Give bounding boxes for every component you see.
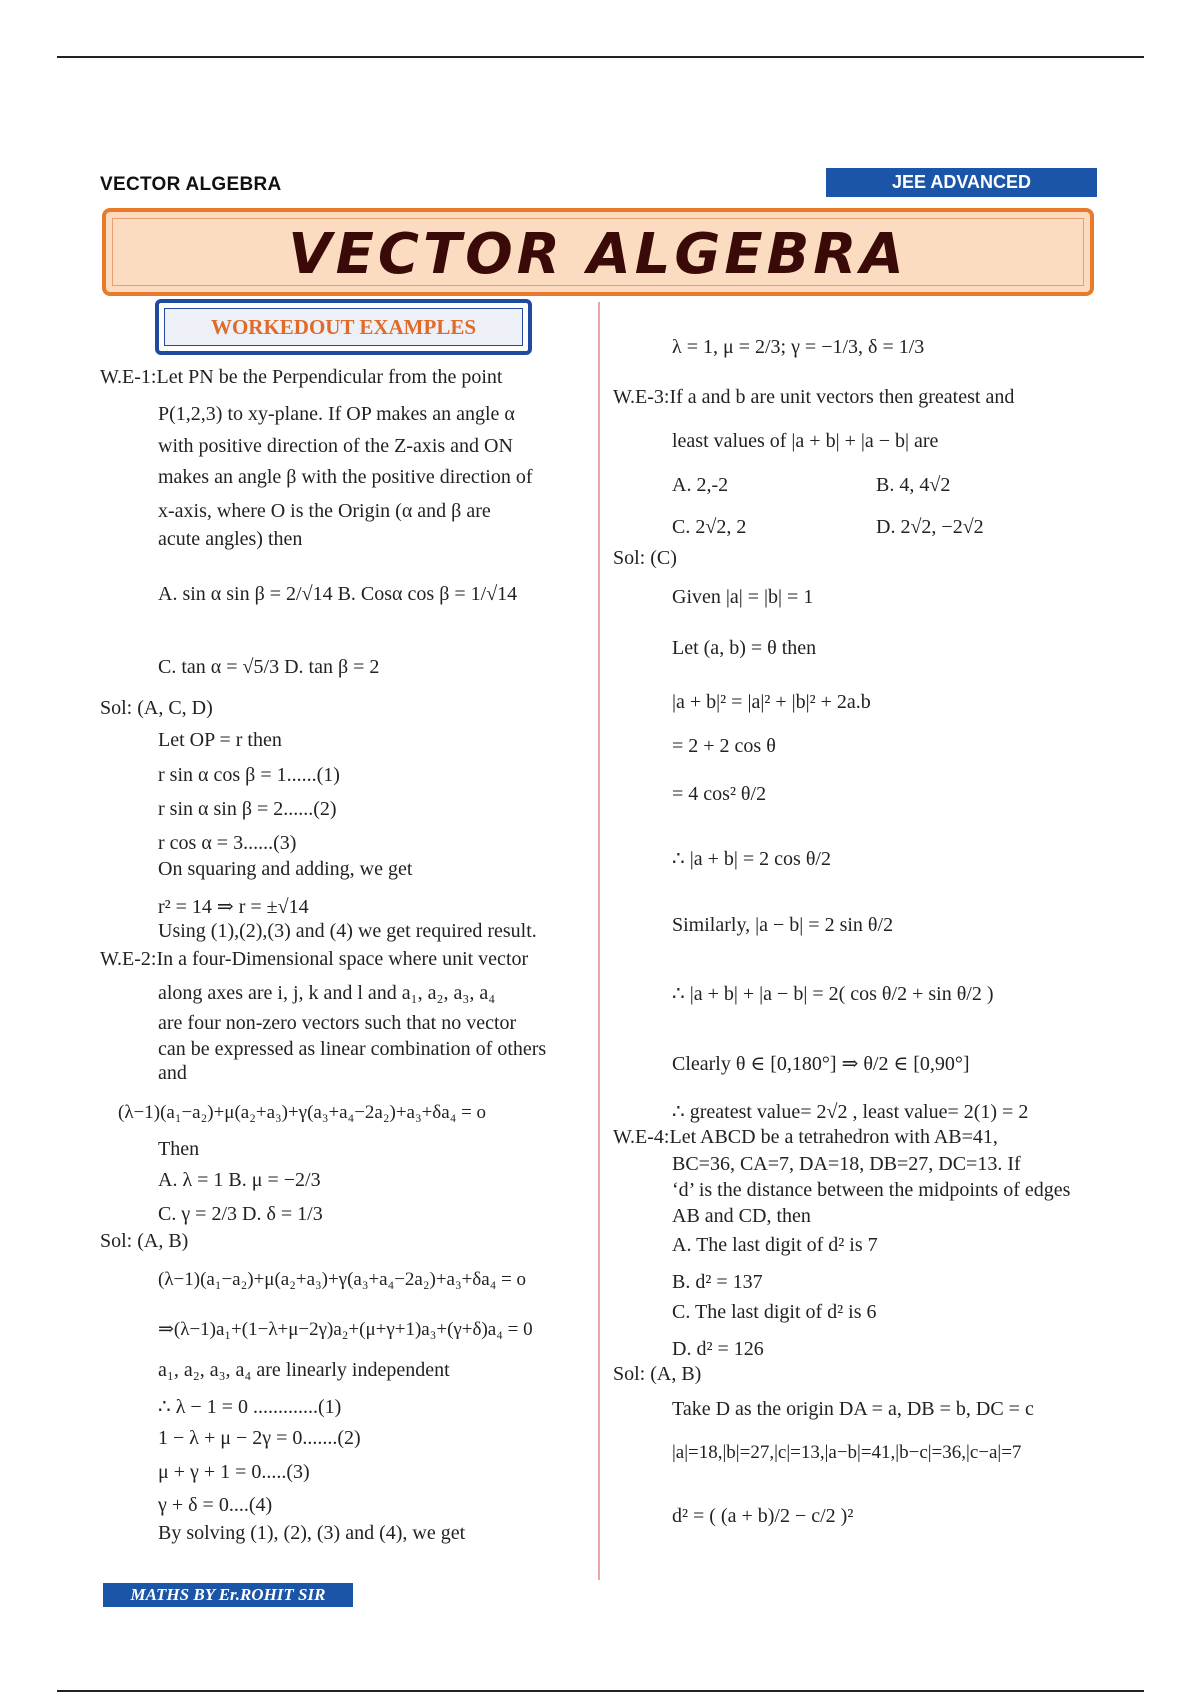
page-title: VECTOR ALGEBRA — [288, 222, 908, 287]
equation-line: (λ−1)(a₁−a₂)+μ(a₂+a₃)+γ(a₃+a₄−2a₂)+a₃+δa₄ = o — [158, 1269, 527, 1290]
equation-line: γ + δ = 0....(4) — [158, 1494, 273, 1516]
section-title: WORKEDOUT EXAMPLES — [164, 308, 523, 346]
text-line: x-axis, where O is the Origin (α and β are — [158, 500, 491, 522]
text-line: acute angles) then — [158, 528, 303, 550]
equation-line: ∴ |a + b| = 2 cos θ/2 — [672, 848, 831, 870]
text-line: with positive direction of the Z-axis and ON — [158, 435, 513, 457]
running-header: VECTOR ALGEBRA — [100, 174, 282, 195]
option-line: C. tan α = √5/3 D. tan β = 2 — [158, 656, 380, 678]
text-line: can be expressed as linear combination of others — [158, 1038, 547, 1060]
text-line: and — [158, 1062, 187, 1084]
text-line: are four non-zero vectors such that no vector — [158, 1012, 517, 1034]
title-banner — [102, 208, 1094, 296]
text-line: ∴ greatest value= 2√2 , least value= 2(1) = 2 — [672, 1101, 1029, 1123]
text-line: makes an angle β with the positive direction of — [158, 466, 533, 488]
footer-badge: MATHS BY Er.ROHIT SIR — [103, 1583, 353, 1607]
option-line: A. sin α sin β = 2/√14 B. Cosα cos β = 1/√14 — [158, 583, 518, 605]
option-line: D. 2√2, −2√2 — [876, 516, 984, 538]
text-line: along axes are i, j, k and l and a₁, a₂, a₃, a₄ — [158, 982, 496, 1004]
text-line: Using (1),(2),(3) and (4) we get required result. — [158, 920, 537, 942]
text-line: W.E-4:Let ABCD be a tetrahedron with AB=41, — [613, 1126, 998, 1148]
solution-label: Sol: (A, B) — [100, 1230, 189, 1252]
text-line: ‘d’ is the distance between the midpoints of edges — [672, 1179, 1071, 1201]
solution-label: Sol: (C) — [613, 547, 677, 569]
equation-line: |a + b|² = |a|² + |b|² + 2a.b — [672, 691, 871, 713]
equation-line: ∴ |a + b| + |a − b| = 2( cos θ/2 + sin θ/2 ) — [672, 983, 994, 1005]
column-divider — [598, 302, 600, 1580]
equation-line: μ + γ + 1 = 0.....(3) — [158, 1461, 310, 1483]
equation-line: r cos α = 3......(3) — [158, 832, 297, 854]
equation-line: 1 − λ + μ − 2γ = 0.......(2) — [158, 1427, 361, 1449]
text-line: a₁, a₂, a₃, a₄ are linearly independent — [158, 1359, 450, 1381]
top-rule — [57, 56, 1144, 58]
jee-advanced-badge: JEE ADVANCED — [826, 168, 1097, 197]
option-line: C. The last digit of d² is 6 — [672, 1301, 877, 1323]
option-line: A. 2,-2 — [672, 474, 729, 496]
solution-label: Sol: (A, B) — [613, 1363, 702, 1385]
bottom-rule — [57, 1690, 1144, 1692]
equation-line: = 2 + 2 cos θ — [672, 735, 776, 757]
equation-line: Clearly θ ∈ [0,180°] ⇒ θ/2 ∈ [0,90°] — [672, 1053, 970, 1075]
equation-line: λ = 1, μ = 2/3; γ = −1/3, δ = 1/3 — [672, 336, 925, 358]
option-line: A. The last digit of d² is 7 — [672, 1234, 878, 1256]
equation-line: d² = ( (a + b)/2 − c/2 )² — [672, 1505, 854, 1527]
text-line: BC=36, CA=7, DA=18, DB=27, DC=13. If — [672, 1153, 1021, 1175]
equation-line: r sin α sin β = 2......(2) — [158, 798, 337, 820]
equation-line: r² = 14 ⇒ r = ±√14 — [158, 896, 309, 918]
text-line: On squaring and adding, we get — [158, 858, 413, 880]
option-line: B. 4, 4√2 — [876, 474, 951, 496]
text-line: AB and CD, then — [672, 1205, 811, 1227]
option-line: C. γ = 2/3 D. δ = 1/3 — [158, 1203, 323, 1225]
text-line: P(1,2,3) to xy-plane. If OP makes an angle α — [158, 403, 515, 425]
text-line: Take D as the origin DA = a, DB = b, DC = c — [672, 1398, 1034, 1420]
text-line: W.E-2:In a four-Dimensional space where unit vector — [100, 948, 529, 970]
text-line: By solving (1), (2), (3) and (4), we get — [158, 1522, 466, 1544]
equation-line: r sin α cos β = 1......(1) — [158, 764, 340, 786]
text-line: Let (a, b) = θ then — [672, 637, 817, 659]
option-line: D. d² = 126 — [672, 1338, 764, 1360]
equation-line: ⇒(λ−1)a₁+(1−λ+μ−2γ)a₂+(μ+γ+1)a₃+(γ+δ)a₄ = 0 — [158, 1319, 533, 1340]
equation-line: Similarly, |a − b| = 2 sin θ/2 — [672, 914, 894, 936]
text-line: Given |a| = |b| = 1 — [672, 586, 814, 608]
text-line: Let OP = r then — [158, 729, 282, 751]
text-line: W.E-1:Let PN be the Perpendicular from the point — [100, 366, 503, 388]
solution-label: Sol: (A, C, D) — [100, 697, 213, 719]
option-line: A. λ = 1 B. μ = −2/3 — [158, 1169, 321, 1191]
option-line: C. 2√2, 2 — [672, 516, 747, 538]
text-line: least values of |a + b| + |a − b| are — [672, 430, 939, 452]
section-box — [155, 299, 532, 355]
equation-line: (λ−1)(a₁−a₂)+μ(a₂+a₃)+γ(a₃+a₄−2a₂)+a₃+δa₄ = o — [118, 1102, 487, 1123]
equation-line: ∴ λ − 1 = 0 .............(1) — [158, 1396, 342, 1418]
text-line: Then — [158, 1138, 200, 1160]
text-line: W.E-3:If a and b are unit vectors then greatest and — [613, 386, 1015, 408]
option-line: B. d² = 137 — [672, 1271, 763, 1293]
equation-line: |a|=18,|b|=27,|c|=13,|a−b|=41,|b−c|=36,|c−a|=7 — [672, 1442, 1022, 1463]
equation-line: = 4 cos² θ/2 — [672, 783, 767, 805]
